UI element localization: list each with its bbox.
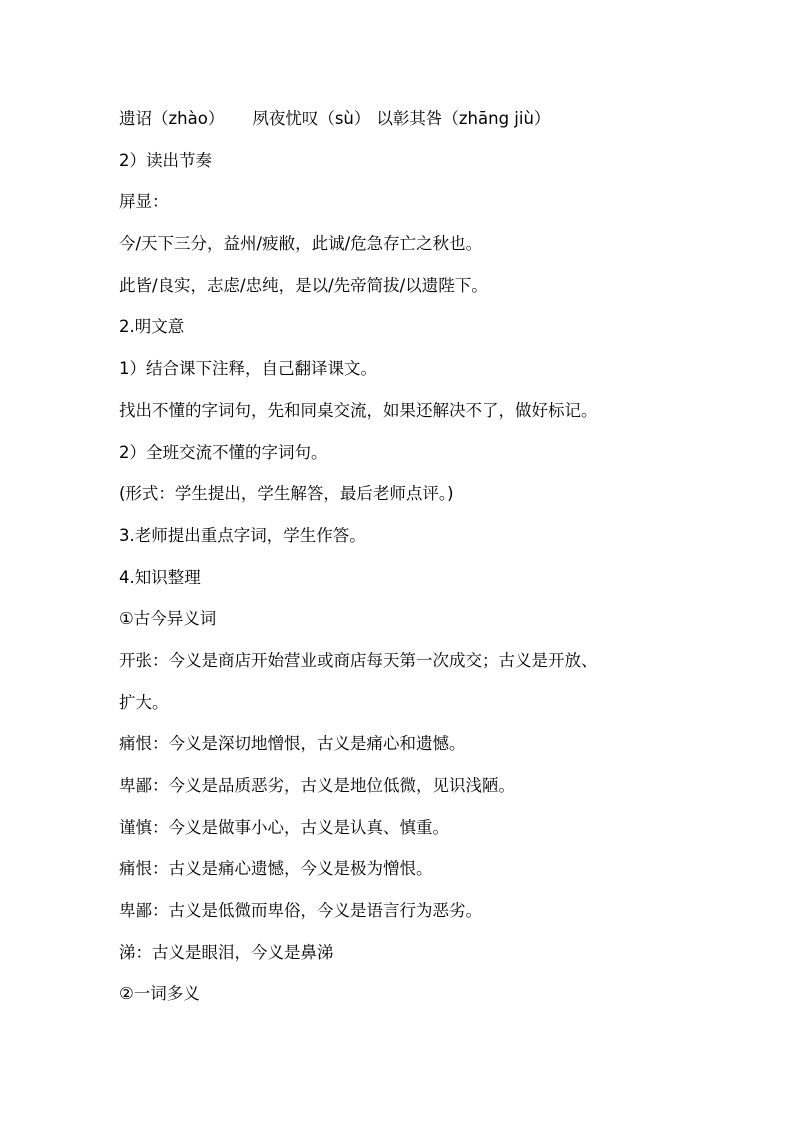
section-heading-key-words: 3.老师提出重点字词，学生作答。: [119, 525, 366, 545]
rhythm-sentence-1: 今/天下三分，益州/疲敝，此诚/危急存亡之秋也。: [119, 234, 483, 254]
discussion-format-note: (形式：学生提出，学生解答，最后老师点评。): [119, 484, 454, 504]
pronunciation-item-3: 以彰其咎（zhāng jiù）: [376, 109, 551, 128]
pronunciation-item-2: 夙夜忧叹（sù）: [252, 109, 371, 128]
word-entry-jinshen: 谨慎：今义是做事小心，古义是认真、慎重。: [119, 817, 449, 837]
subheading-polysemy: ②一词多义: [119, 984, 200, 1004]
step-class-discussion: 2）全班交流不懂的字词句。: [119, 442, 328, 462]
document-body: [119, 105, 719, 1022]
rhythm-sentence-2: 此皆/良实，志虑/忠纯，是以/先帝简拔/以遗陛下。: [119, 275, 488, 295]
step-translate-detail: 找出不懂的字词句，先和同桌交流，如果还解决不了，做好标记。: [119, 400, 598, 420]
word-entry-beibi: 卑鄙：今义是品质恶劣，古义是地位低微，见识浅陋。: [119, 776, 515, 795]
pronunciation-item-1: 遗诏（zhào）: [119, 109, 225, 128]
section-heading-meaning: 2.明文意: [119, 317, 185, 337]
word-entry-beibi-2: 卑鄙：古义是低微而卑俗，今义是语言行为恶劣。: [119, 901, 482, 921]
word-entry-kaizhang: 开张：今义是商店开始营业或商店每天第一次成交；古义是开放、: [119, 650, 598, 670]
section-heading-knowledge: 4.知识整理: [119, 567, 201, 587]
step-translate: 1）结合课下注释，自己翻译课文。: [119, 359, 377, 379]
subheading-read-rhythm: 2）读出节奏: [119, 150, 212, 170]
word-entry-tonghen-2: 痛恨：古义是痛心遗憾，今义是极为憎恨。: [119, 859, 433, 879]
pronunciation-line: [119, 105, 719, 147]
word-entry-tonghen: 痛恨：今义是深切地憎恨，古义是痛心和遗憾。: [119, 734, 466, 754]
word-entry-ti: 涕：古义是眼泪，今义是鼻涕: [119, 942, 334, 962]
word-entry-kaizhang-cont: 扩大。: [119, 692, 169, 712]
subheading-ancient-modern-words: ①古今异义词: [119, 609, 217, 629]
screen-display-label: 屏显：: [119, 192, 169, 212]
